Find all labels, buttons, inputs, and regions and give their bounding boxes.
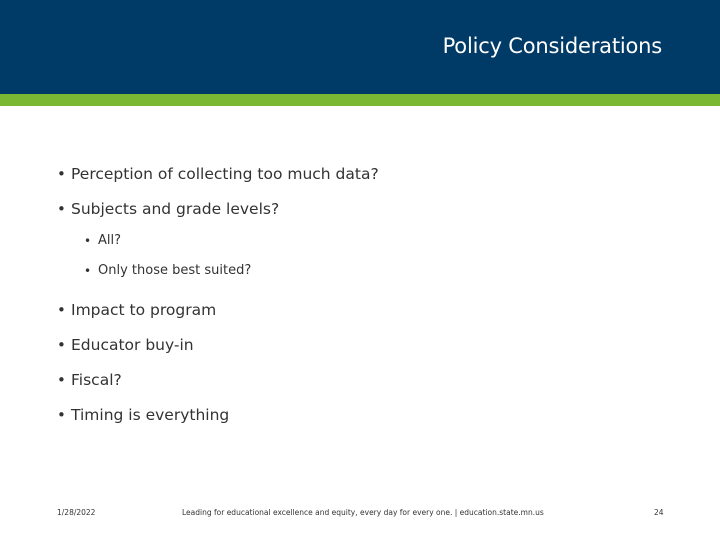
bullet-glyph: •: [57, 336, 66, 354]
accent-bar: [0, 94, 720, 106]
bullet-item: [57, 160, 677, 188]
bullet-item: [57, 296, 677, 324]
bullet-glyph: •: [84, 264, 92, 278]
bullet-text: Subjects and grade levels?: [71, 200, 280, 218]
slide-title: Policy Considerations: [442, 34, 662, 58]
sub-bullet-item: [57, 230, 677, 252]
bullet-text: Educator buy-in: [71, 336, 194, 354]
bullet-text: Fiscal?: [71, 371, 122, 389]
bullet-list: [57, 160, 677, 436]
bullet-item: [57, 366, 677, 394]
bullet-glyph: •: [57, 200, 66, 218]
bullet-item: [57, 331, 677, 359]
bullet-item: [57, 195, 677, 223]
bullet-item: [57, 401, 677, 429]
footer-tagline: Leading for educational excellence and equity, every day for every one. | education.state.mn.us: [182, 508, 544, 517]
footer-date: 1/28/2022: [57, 508, 96, 517]
bullet-text: Only those best suited?: [98, 263, 252, 278]
bullet-text: All?: [98, 233, 122, 248]
bullet-glyph: •: [57, 406, 66, 424]
bullet-glyph: •: [84, 234, 92, 248]
bullet-text: Impact to program: [71, 301, 217, 319]
bullet-glyph: •: [57, 301, 66, 319]
sub-bullet-item: [57, 260, 677, 282]
page-number: 24: [654, 508, 664, 517]
bullet-text: Perception of collecting too much data?: [71, 165, 379, 183]
bullet-glyph: •: [57, 371, 66, 389]
bullet-text: Timing is everything: [71, 406, 230, 424]
slide-header: [0, 0, 720, 94]
bullet-glyph: •: [57, 165, 66, 183]
